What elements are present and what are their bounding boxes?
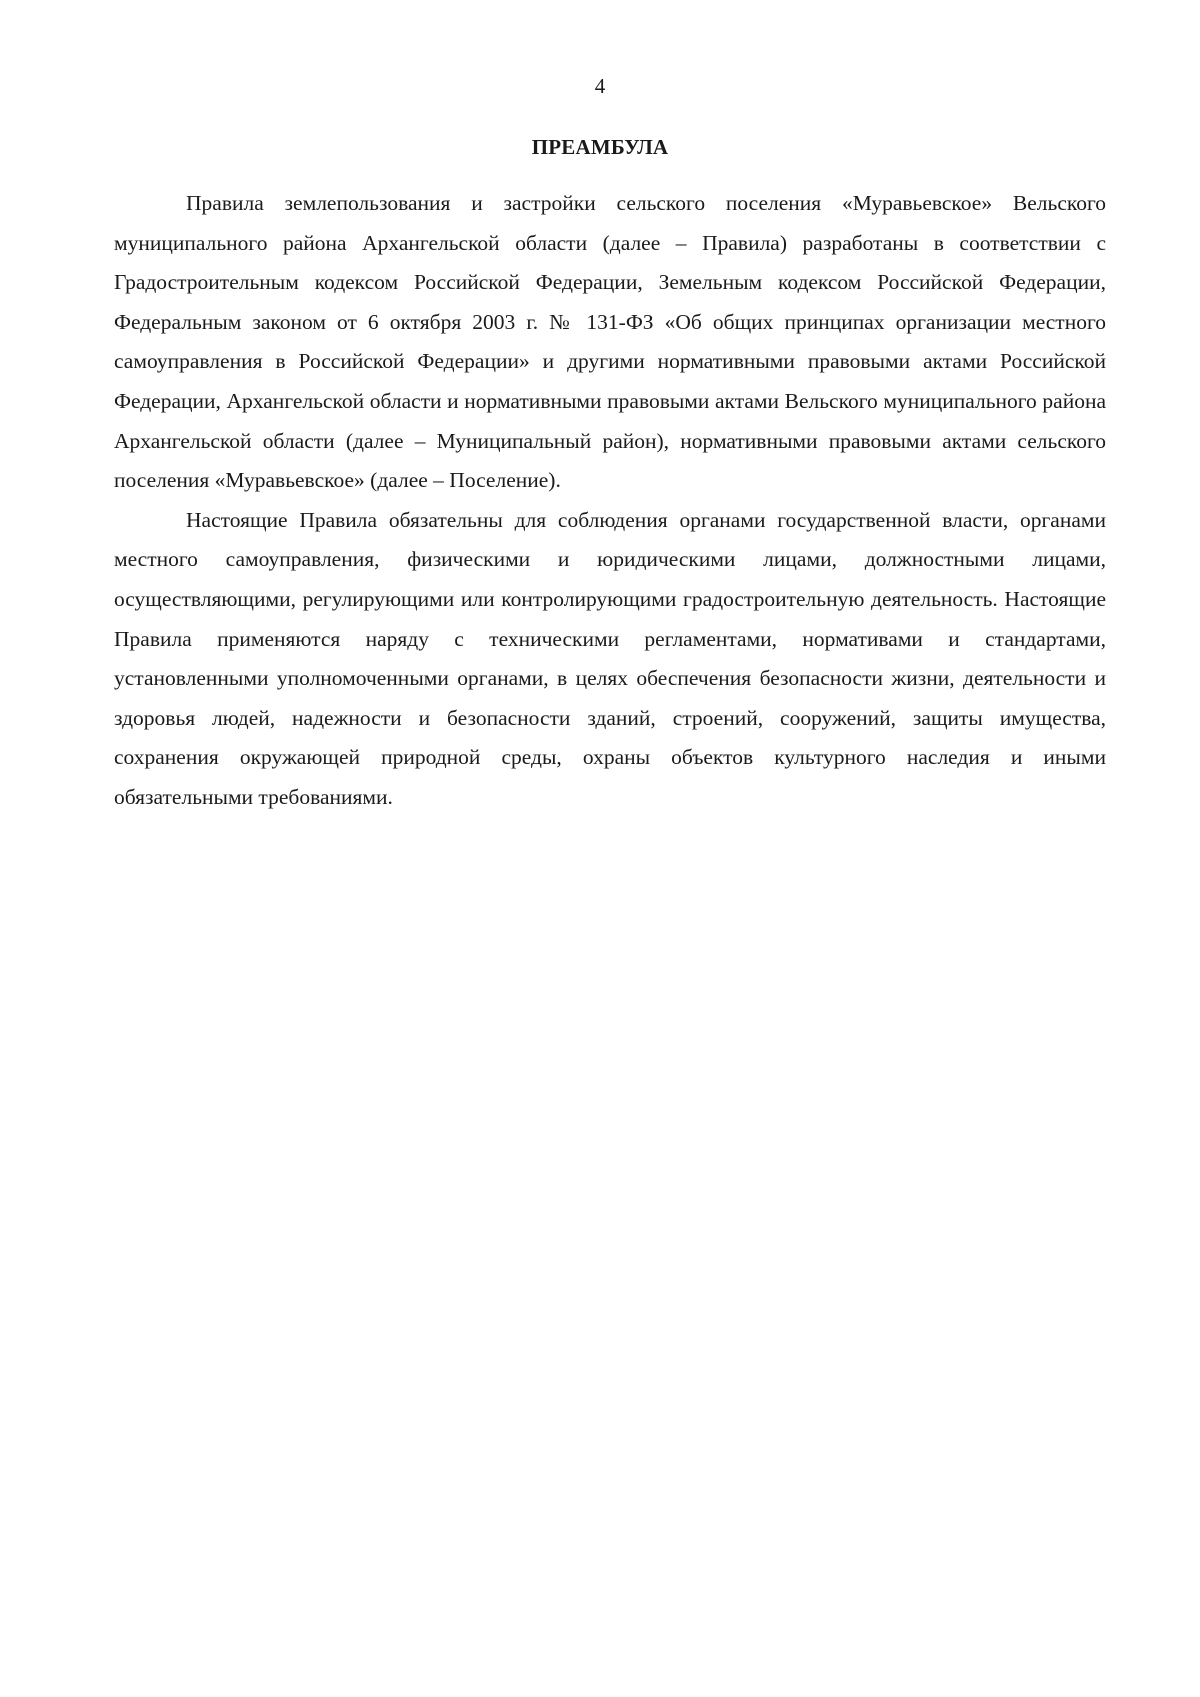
section-title: ПРЕАМБУЛА [531,135,669,159]
document-body [114,184,1106,818]
paragraph: Настоящие Правила обязательны для соблюдения органами государственной власти, органами местного самоуправления, физическими и юридическими лицами, должностными лицами, осуществляющими, регулирующими или контролирующими градостроительную деятельность. Настоящие Правила применяются наряду с техническими регламентами, нормативами и стандартами, установленными уполномоченными органами, в целях обеспечения безопасности жизни, деятельности и здоровья людей, надежности и безопасности зданий, строений, сооружений, защиты имущества, сохранения окружающей природной среды, охраны объектов культурного наследия и иными обязательными требованиями. [114,507,1106,809]
page-number: 4 [594,74,606,98]
paragraph: Правила землепользования и застройки сельского поселения «Муравьевское» Вельского муниципального района Архангельской области (далее – Правила) разработаны в соответствии с Градостроительным кодексом Российской Федерации, Земельным кодексом Российской Федерации, Федеральным законом от 6 октября 2003 г. № 131-ФЗ «Об общих принципах организации местного самоуправления в Российской Федерации» и другими нормативными правовыми актами Российской Федерации, Архангельской области и нормативными правовыми актами Вельского муниципального района Архангельской области (далее – Муниципальный район), нормативными правовыми актами сельского поселения «Муравьевское» (далее – Поселение). [114,191,1106,493]
